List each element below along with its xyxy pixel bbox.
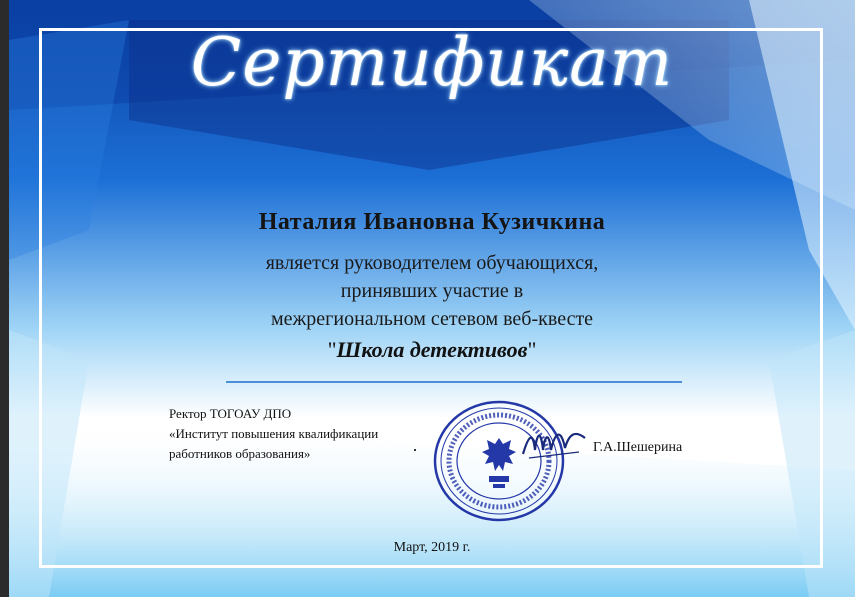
signature-icon	[519, 424, 589, 462]
divider-line	[226, 381, 682, 383]
issuer-line-2: «Институт повышения квалификации	[169, 426, 379, 441]
certificate-title: Сертификат	[190, 24, 674, 101]
signer-name: Г.А.Шешерина	[593, 440, 683, 455]
description-line-1: является руководителем обучающихся,	[265, 252, 599, 274]
quote-open: "	[327, 337, 337, 362]
issuer-line-3: работников образования»	[169, 446, 311, 461]
recipient-name: Наталия Ивановна Кузичкина	[258, 209, 606, 235]
quote-close: "	[527, 337, 537, 362]
certificate-page	[9, 0, 855, 597]
issuer-block	[169, 404, 378, 464]
event-title: Школа детективов	[336, 337, 528, 362]
event-name	[9, 337, 855, 363]
description-line-3: межрегиональном сетевом веб-квесте	[270, 308, 594, 330]
issuer-line-1: Ректор ТОГОАУ ДПО	[169, 406, 292, 421]
description-line-2: принявших участие в	[340, 280, 524, 302]
signature-dot	[414, 449, 416, 451]
issue-date: Март, 2019 г.	[393, 540, 471, 555]
